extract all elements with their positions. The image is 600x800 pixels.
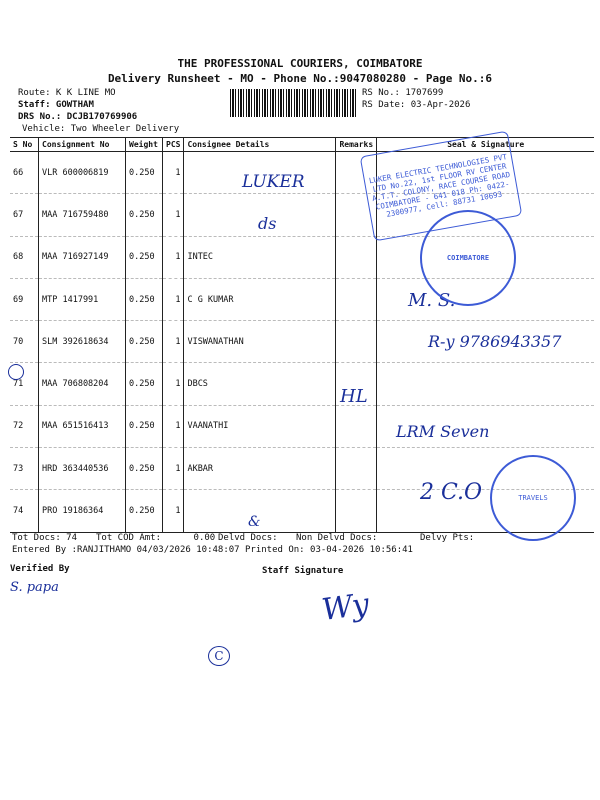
col-consignment: Consignment No [39,138,126,152]
company-stamp: LUKER ELECTRIC TECHNOLOGIES PVT LTD No.22, 1st FLOOR RV CENTER A.T.T. COLONY, RACE COURSE ROAD COIMBATORE - 641 018 Ph: 0422-2300977, Cell: 88731 10693 [360,131,523,242]
row-remarks [336,490,377,532]
handwritten-sig-row74: 2 C.O [420,480,483,505]
row-remarks [336,448,377,490]
printed-on: Printed On: 03-04-2026 10:56:41 [245,545,413,555]
row-weight: 0.250 [126,448,163,490]
col-seal-signature: Seal & Signature [377,138,594,152]
row-remarks [336,278,377,320]
staff-label: Staff: GOWTHAM [18,100,94,110]
handwritten-phone-row70: R-y 9786943357 [428,332,562,351]
circle-mark: C [208,646,230,666]
row-sno: 66 [10,152,39,194]
handwritten-sig-row69: M. S. [408,290,456,311]
row-sno: 67 [10,194,39,236]
row-consignee: VISWANATHAN [184,321,336,363]
col-remarks: Remarks [336,138,377,152]
col-weight: Weight [126,138,163,152]
delivery-points: Delvy Pts: [420,533,475,543]
staff-signature-label: Staff Signature [262,566,344,576]
row-consignee: DBCS [184,363,336,405]
row-consignee: VAANATHI [184,405,336,447]
barcode [230,89,356,117]
row-pcs: 1 [163,363,184,405]
row-pcs: 1 [163,405,184,447]
row-pcs: 1 [163,278,184,320]
handwritten-mark: & [248,514,261,530]
travels-seal: TRAVELS [490,455,576,541]
row-consignment: MTP 1417991 [39,278,126,320]
entered-by: Entered By :RANJITHAMO 04/03/2026 10:48:07 [12,545,240,555]
row-weight: 0.250 [126,194,163,236]
drs-label: DRS No.: DCJB170769906 [18,112,138,122]
row-sno: 69 [10,278,39,320]
row-consignment: PRO 19186364 [39,490,126,532]
row-sno: 70 [10,321,39,363]
handwritten-name-row73: LRM Seven [396,422,490,441]
row-consignee: AKBAR [184,448,336,490]
row-pcs: 1 [163,152,184,194]
row-consignment: MAA 651516413 [39,405,126,447]
rs-number: RS No.: 1707699 [362,88,444,98]
route-label: Route: K K LINE MO [18,88,116,98]
vehicle-label: Vehicle: Two Wheeler Delivery [22,124,180,134]
row-consignment: MAA 716759480 [39,194,126,236]
row-sno: 73 [10,448,39,490]
row-consignee: C G KUMAR [184,278,336,320]
verified-signature: S. papa [10,580,59,595]
row71-circle [8,364,24,380]
row-sno: 72 [10,405,39,447]
table-row [10,363,594,405]
row-pcs: 1 [163,448,184,490]
rs-date: RS Date: 03-Apr-2026 [362,100,471,110]
row-remarks [336,321,377,363]
verified-by-label: Verified By [10,564,70,574]
handwritten-remark-row72: HL [340,386,368,407]
row-weight: 0.250 [126,490,163,532]
row-weight: 0.250 [126,321,163,363]
row-weight: 0.250 [126,278,163,320]
col-pcs: PCS [163,138,184,152]
row-pcs: 1 [163,194,184,236]
row-seal [377,363,594,405]
col-consignee: Consignee Details [184,138,336,152]
row-consignee: INTEC [184,236,336,278]
row-weight: 0.250 [126,236,163,278]
row-sno: 74 [10,490,39,532]
row-remarks [336,405,377,447]
total-docs: Tot Docs: 74 [12,533,78,543]
row-sno: 68 [10,236,39,278]
runsheet-subtitle: Delivery Runsheet - MO - Phone No.:9047080280 - Page No.:6 [107,72,493,85]
row-sno: 71 [10,363,39,405]
row-remarks [336,236,377,278]
company-title: THE PROFESSIONAL COURIERS, COIMBATORE [177,57,423,70]
staff-signature: Wy [319,586,372,629]
row-weight: 0.250 [126,363,163,405]
row-consignment: HRD 363440536 [39,448,126,490]
row-consignment: MAA 716927149 [39,236,126,278]
handwritten-sig-row67: ds [258,214,277,233]
row-weight: 0.250 [126,405,163,447]
row-consignment: MAA 706808204 [39,363,126,405]
row-weight: 0.250 [126,152,163,194]
round-seal: COIMBATORE [420,210,516,306]
delivered-docs: Delvd Docs: [218,533,278,543]
row-pcs: 1 [163,490,184,532]
col-sno: S No [10,138,39,152]
total-cod: Tot COD Amt: 0.00 [96,533,216,543]
row-pcs: 1 [163,321,184,363]
row-pcs: 1 [163,236,184,278]
non-delivered-docs: Non Delvd Docs: [296,533,378,543]
handwritten-name-row67: LUKER [242,172,305,192]
row-consignment: SLM 392618634 [39,321,126,363]
row-consignment: VLR 600006819 [39,152,126,194]
table-row [10,405,594,447]
